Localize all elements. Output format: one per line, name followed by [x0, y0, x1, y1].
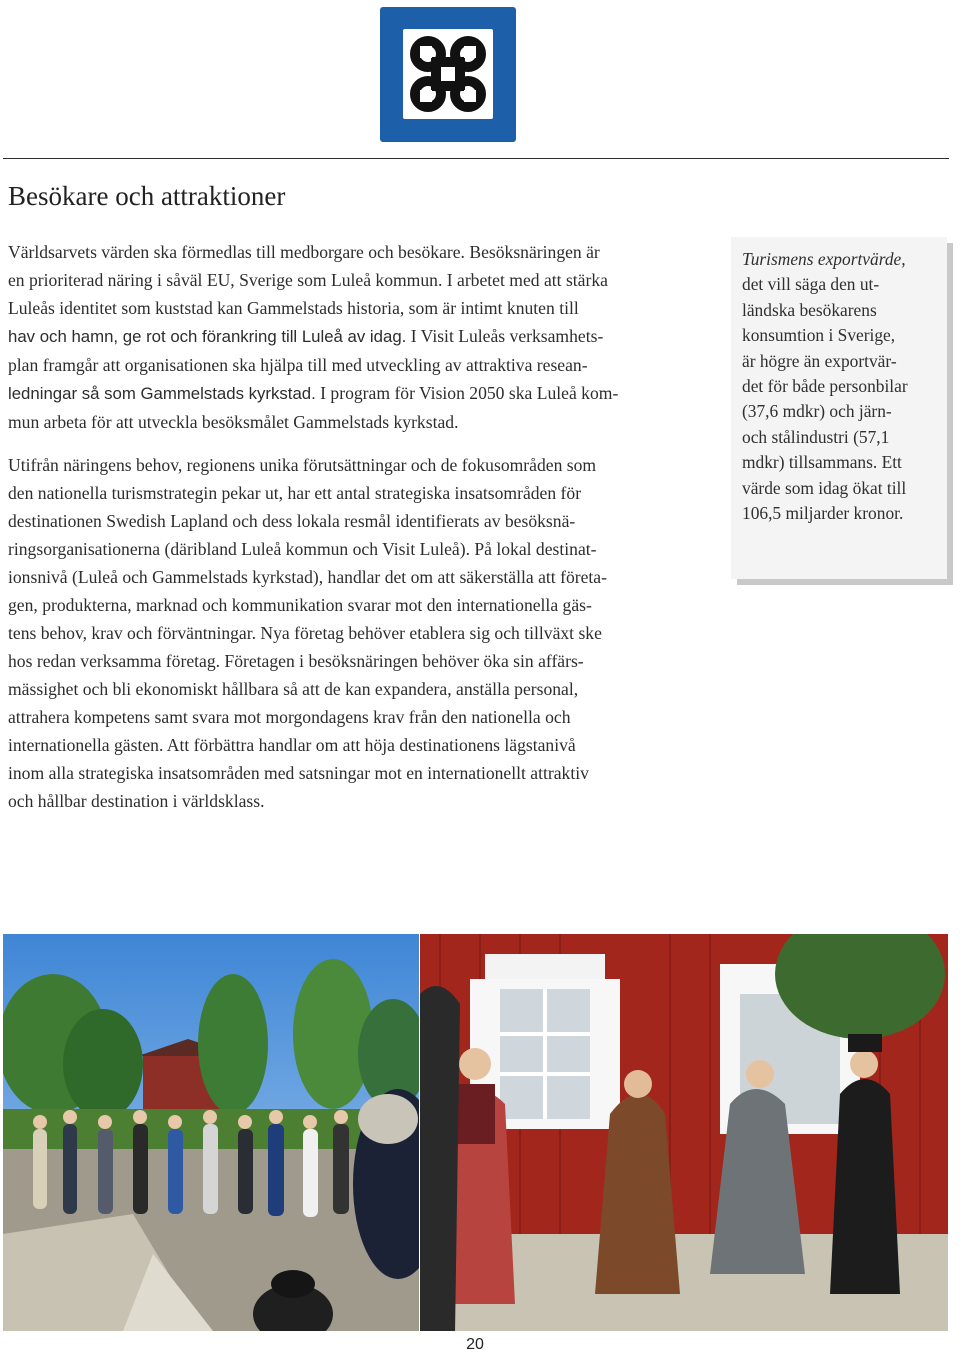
text-line: och hållbar destination i världsklass.	[8, 791, 265, 811]
fact-box-line: är högre än exportvär-	[742, 350, 897, 371]
fact-box-line: och stålindustri (57,1	[742, 426, 890, 447]
text-segment: I program för Vision 2050 ska Luleå kom-	[315, 383, 619, 403]
text-segment: I Visit Luleås verksamhets-	[406, 326, 604, 346]
fact-box-line: det för både personbilar	[742, 376, 908, 397]
text-line: en prioriterad näring i såväl EU, Sverige som Luleå kommun. I arbetet med att stärka	[8, 270, 608, 290]
text-line: inom alla strategiska insatsområden med satsningar mot en internationellt attraktiv	[8, 763, 589, 783]
page-title: Besökare och attraktioner	[8, 181, 286, 211]
text-line: ionsnivå (Luleå och Gammelstads kyrkstad), handlar det om att säkerställa att företa-	[8, 567, 607, 587]
text-line: Världsarvets värden ska förmedlas till medborgare och besökare. Besöksnäringen är	[8, 242, 600, 262]
text-line: gen, produkterna, marknad och kommunikation svarar mot den internationella gäs-	[8, 595, 592, 615]
fact-box-line: värde som idag ökat till	[742, 477, 907, 498]
fact-box-text	[742, 247, 947, 526]
fact-box-line: 106,5 miljarder kronor.	[742, 503, 904, 524]
fact-box-line: Turismens exportvärde,	[742, 249, 906, 269]
text-line	[8, 322, 708, 351]
fact-box	[731, 237, 947, 579]
text-line: destinationen Swedish Lapland och dess lokala resmål identifierats av besöksnä-	[8, 511, 576, 531]
fact-box-line: mdkr) tillsammans. Ett	[742, 452, 902, 473]
text-segment: ledningar så som Gammelstads kyrkstad.	[8, 384, 316, 403]
logo	[380, 7, 516, 142]
fact-box-line: (37,6 mdkr) och järn-	[742, 401, 892, 422]
text-line: plan framgår att organisationen ska hjälpa till med utveckling av attraktiva resean-	[8, 355, 588, 375]
fact-box-line: det vill säga den ut-	[742, 274, 880, 295]
command-symbol-icon	[406, 32, 490, 116]
fact-box-line: ländska besökarens	[742, 299, 877, 320]
photo-costumed-performers	[420, 934, 948, 1331]
header-divider	[3, 158, 949, 159]
page-number: 20	[466, 1336, 484, 1353]
fact-box-line: konsumtion i Sverige,	[742, 325, 896, 346]
photo-visitors-crowd	[3, 934, 419, 1331]
text-line: Utifrån näringens behov, regionens unika förutsättningar och de fokusområden som	[8, 455, 597, 475]
text-line: mässighet och bli ekonomiskt hållbara så att de kan expandera, anställa personal,	[8, 679, 579, 699]
strategy-paragraph	[8, 451, 708, 815]
text-line: Luleås identitet som kuststad kan Gammelstads historia, som är intimt knuten till	[8, 298, 579, 318]
text-line: den nationella turismstrategin pekar ut, har ett antal strategiska insatsområden för	[8, 483, 582, 503]
text-segment: hav och hamn, ge rot och förankring till Luleå av idag.	[8, 327, 407, 346]
text-line: tens behov, krav och förväntningar. Nya företag behöver etablera sig och tillväxt ske	[8, 623, 602, 643]
text-line: mun arbeta för att utveckla besöksmålet Gammelstads kyrkstad.	[8, 412, 459, 432]
text-line	[8, 379, 708, 408]
text-line: attrahera kompetens samt svara mot morgondagens krav från den nationella och	[8, 707, 571, 727]
text-line: ringsorganisationerna (däribland Luleå kommun och Visit Luleå). På lokal destinat-	[8, 539, 597, 559]
text-line: hos redan verksamma företag. Företagen i besöksnäringen behöver öka sin affärs-	[8, 651, 584, 671]
intro-paragraph	[8, 238, 708, 436]
text-line: internationella gästen. Att förbättra handlar om att höja destinationens lägstanivå	[8, 735, 576, 755]
